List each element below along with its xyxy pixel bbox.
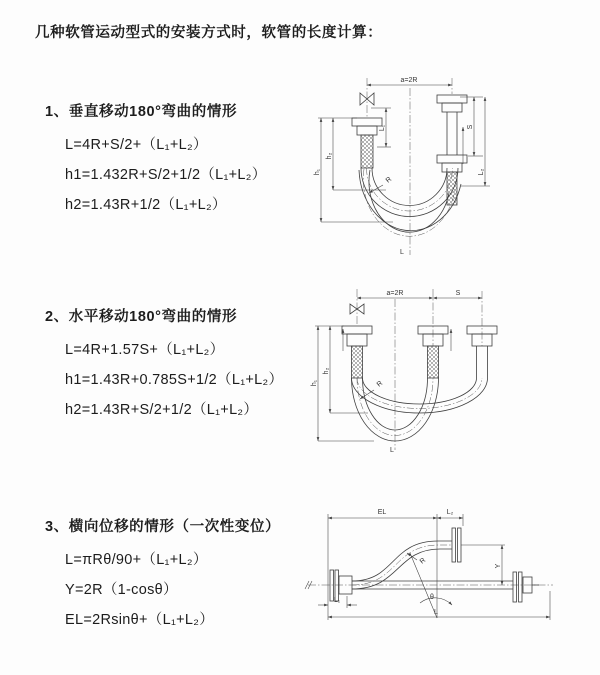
dim-label-h2: h₂ xyxy=(323,367,330,375)
dim-label-h2: h₂ xyxy=(326,152,333,160)
formula-y: Y=2R（1-cosθ） xyxy=(65,582,178,598)
dim-label-length: L xyxy=(390,447,394,454)
formula-length: L=4R+1.57S+（L₁+L₂） xyxy=(65,342,225,358)
dim-label-angle: θ xyxy=(430,594,434,601)
formula-el: EL=2Rsinθ+（L₁+L₂） xyxy=(65,612,215,628)
hose-u-bend xyxy=(352,378,488,441)
dim-label-radius: R xyxy=(375,379,385,389)
original-end-flange xyxy=(513,572,539,602)
formula-length: L=πRθ/90+（L₁+L₂） xyxy=(65,552,208,568)
dimension-lines xyxy=(318,85,490,222)
fixed-end-flange xyxy=(342,326,372,378)
section-1-heading: 1、垂直移动180°弯曲的情形 xyxy=(45,104,238,120)
fixed-end-flange xyxy=(352,118,382,168)
dimension-lines xyxy=(315,298,482,441)
dim-label-s: S xyxy=(467,124,474,130)
dim-label-y: Y xyxy=(495,563,502,569)
centerlines xyxy=(357,289,482,450)
section-2-formulas xyxy=(65,335,283,425)
centerlines xyxy=(367,78,452,255)
formula-h2: h2=1.43R+1/2（L₁+L₂） xyxy=(65,197,227,213)
dim-label-l2: L₂ xyxy=(446,509,454,516)
dim-label-s: S xyxy=(455,290,461,297)
section-1-formulas xyxy=(65,130,267,220)
dim-label-a2r: a=2R xyxy=(386,290,404,297)
dim-label-l2: L₂ xyxy=(478,168,485,176)
section-2-heading: 2、水平移动180°弯曲的情形 xyxy=(45,309,238,325)
dim-label-length: L xyxy=(434,609,438,616)
formula-h2: h2=1.43R+S/2+1/2（L₁+L₂） xyxy=(65,402,259,418)
page-title: 几种软管运动型式的安装方式时，软管的长度计算： xyxy=(35,25,383,41)
dim-label-radius: R xyxy=(418,556,428,566)
moving-end-flange-shifted xyxy=(467,326,497,378)
section-3-formulas xyxy=(65,545,280,635)
dim-label-h1: h₁ xyxy=(311,379,318,387)
section-horizontal-movement xyxy=(45,305,283,425)
displaced-end-flange xyxy=(452,528,461,562)
dim-label-el: EL xyxy=(377,509,387,516)
dim-label-h1: h₁ xyxy=(314,168,321,176)
dimension-lines xyxy=(305,514,550,620)
diagram-lateral-displacement xyxy=(300,503,600,643)
moving-end-flange-original xyxy=(418,326,448,378)
formula-h1: h1=1.432R+S/2+1/2（L₁+L₂） xyxy=(65,167,267,183)
dim-label-radius: R xyxy=(384,175,394,185)
hose-centerlines xyxy=(357,378,482,436)
diagram-horizontal-180-bend xyxy=(308,283,600,455)
dim-label-a2r: a=2R xyxy=(400,77,418,84)
hose-centerlines xyxy=(363,168,455,236)
dim-label-length: L xyxy=(400,249,404,256)
dim-label-l1: L₁ xyxy=(333,597,341,604)
section-lateral-displacement xyxy=(45,515,280,635)
formula-length: L=4R+S/2+（L₁+L₂） xyxy=(65,137,208,153)
dim-label-l1: L₁ xyxy=(379,124,386,132)
diagram-vertical-180-bend xyxy=(313,72,598,262)
moving-end-flanges xyxy=(437,95,467,205)
section-vertical-movement xyxy=(45,100,267,220)
section-3-heading: 3、横向位移的情形（一次性变位） xyxy=(45,519,281,535)
formula-h1: h1=1.43R+0.785S+1/2（L₁+L₂） xyxy=(65,372,284,388)
